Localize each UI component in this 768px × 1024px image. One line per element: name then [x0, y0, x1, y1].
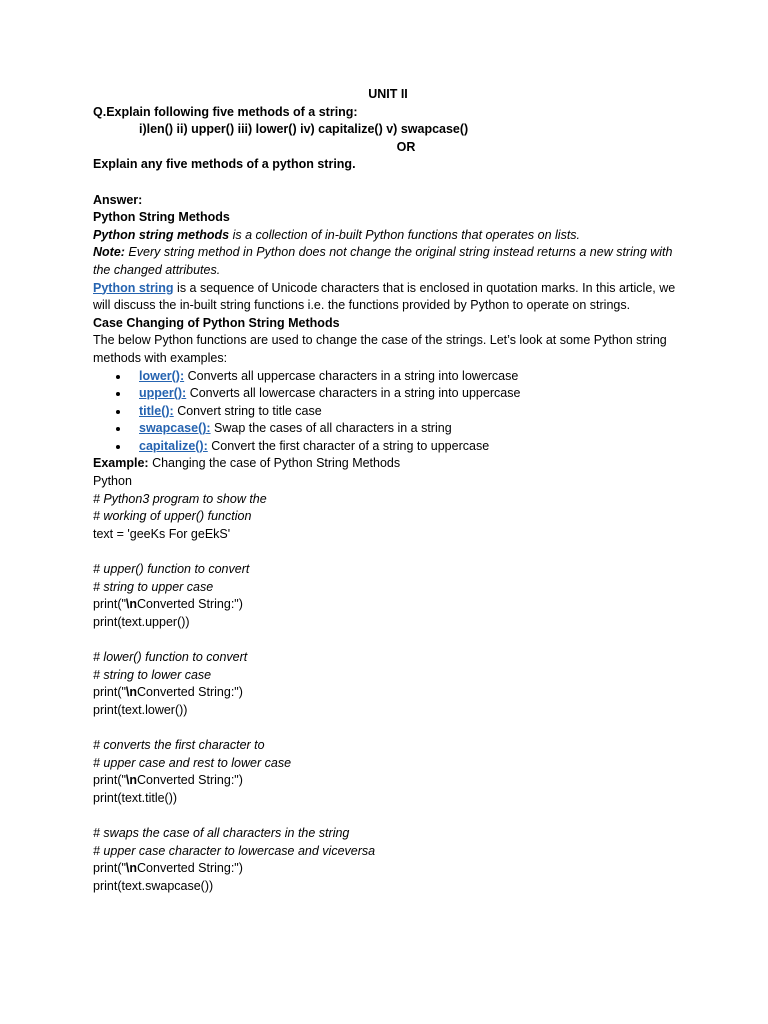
- code-comment: # upper() function to convert: [93, 562, 250, 577]
- code-line: print(text.swapcase()): [93, 878, 214, 893]
- method-link-upper[interactable]: upper():: [139, 386, 187, 401]
- example-text: Changing the case of Python String Methods: [148, 456, 401, 471]
- python-string-link[interactable]: Python string: [93, 280, 174, 295]
- string-paragraph-text: is a sequence of Unicode characters that is enclosed in quotation marks. In this article, we will discuss the in-built string functions i.e. the functions provided by Python to operate on strings.: [93, 280, 676, 313]
- code-line: print("\nConverted String:"): [93, 861, 243, 876]
- code-comment: # Python3 program to show the: [93, 491, 267, 506]
- code-line: text = 'geeKs For geEkS': [93, 526, 231, 541]
- question-line: Q.Explain following five methods of a string:: [93, 104, 358, 119]
- method-desc: Swap the cases of all characters in a string: [210, 421, 452, 436]
- example-label: Example:: [93, 456, 149, 471]
- intro-paragraph: [93, 227, 683, 245]
- bullet-icon: [116, 375, 120, 379]
- document-content: [93, 86, 683, 895]
- method-desc: Converts all lowercase characters in a string into uppercase: [186, 386, 521, 401]
- language-label: Python: [93, 474, 132, 489]
- method-desc: Convert the first character of a string to uppercase: [207, 438, 490, 453]
- string-paragraph: [93, 280, 683, 315]
- code-line: print("\nConverted String:"): [93, 685, 243, 700]
- question-methods-line: i)len() ii) upper() iii) lower() iv) capitalize() v) swapcase(): [139, 122, 469, 137]
- bullet-icon: [116, 445, 120, 449]
- list-item: [93, 368, 683, 386]
- method-link-capitalize[interactable]: capitalize():: [139, 438, 208, 453]
- code-comment: # lower() function to convert: [93, 650, 248, 664]
- method-link-title[interactable]: title():: [139, 403, 174, 418]
- bullet-icon: [116, 392, 120, 396]
- case-heading: Case Changing of Python String Methods: [93, 315, 340, 330]
- note-paragraph: [93, 244, 683, 279]
- methods-list: [93, 368, 683, 456]
- code-comment: # working of upper() function: [93, 509, 252, 524]
- code-comment: # upper case and rest to lower case: [93, 755, 292, 770]
- code-comment: # swaps the case of all characters in the string: [93, 825, 350, 840]
- code-line: print(text.lower()): [93, 702, 188, 717]
- intro-bold: Python string methods: [93, 227, 230, 242]
- section-heading: Python String Methods: [93, 210, 230, 225]
- code-comment: # converts the first character to: [93, 737, 265, 752]
- note-text: Every string method in Python does not change the original string instead returns a new string with the changed attributes.: [93, 245, 673, 277]
- code-line: print(text.upper()): [93, 614, 190, 629]
- code-line: print("\nConverted String:"): [93, 773, 243, 788]
- code-line: print("\nConverted String:"): [93, 597, 243, 612]
- method-desc: Converts all uppercase characters in a string into lowercase: [184, 368, 519, 383]
- code-comment: # upper case character to lowercase and viceversa: [93, 843, 376, 858]
- method-link-swapcase[interactable]: swapcase():: [139, 421, 211, 436]
- case-description: The below Python functions are used to change the case of the strings. Let’s look at some Python string methods with examples:: [93, 333, 667, 365]
- bullet-icon: [116, 410, 120, 414]
- code-comment: # string to upper case: [93, 579, 214, 594]
- answer-label: Answer:: [93, 192, 143, 207]
- code-line: print(text.title()): [93, 790, 178, 805]
- code-comment: # string to lower case: [93, 667, 212, 682]
- intro-rest: is a collection of in-built Python functions that operates on lists.: [229, 227, 581, 242]
- list-item: [93, 385, 683, 403]
- example-line: [93, 455, 683, 473]
- question-alt-line: Explain any five methods of a python string.: [93, 157, 356, 172]
- list-item: [93, 420, 683, 438]
- list-item: [93, 438, 683, 456]
- method-desc: Convert string to title case: [173, 403, 322, 418]
- or-separator: OR: [396, 139, 416, 154]
- bullet-icon: [116, 427, 120, 431]
- method-link-lower[interactable]: lower():: [139, 368, 185, 383]
- note-label: Note:: [93, 245, 125, 260]
- page-title: UNIT II: [368, 87, 408, 101]
- list-item: [93, 403, 683, 421]
